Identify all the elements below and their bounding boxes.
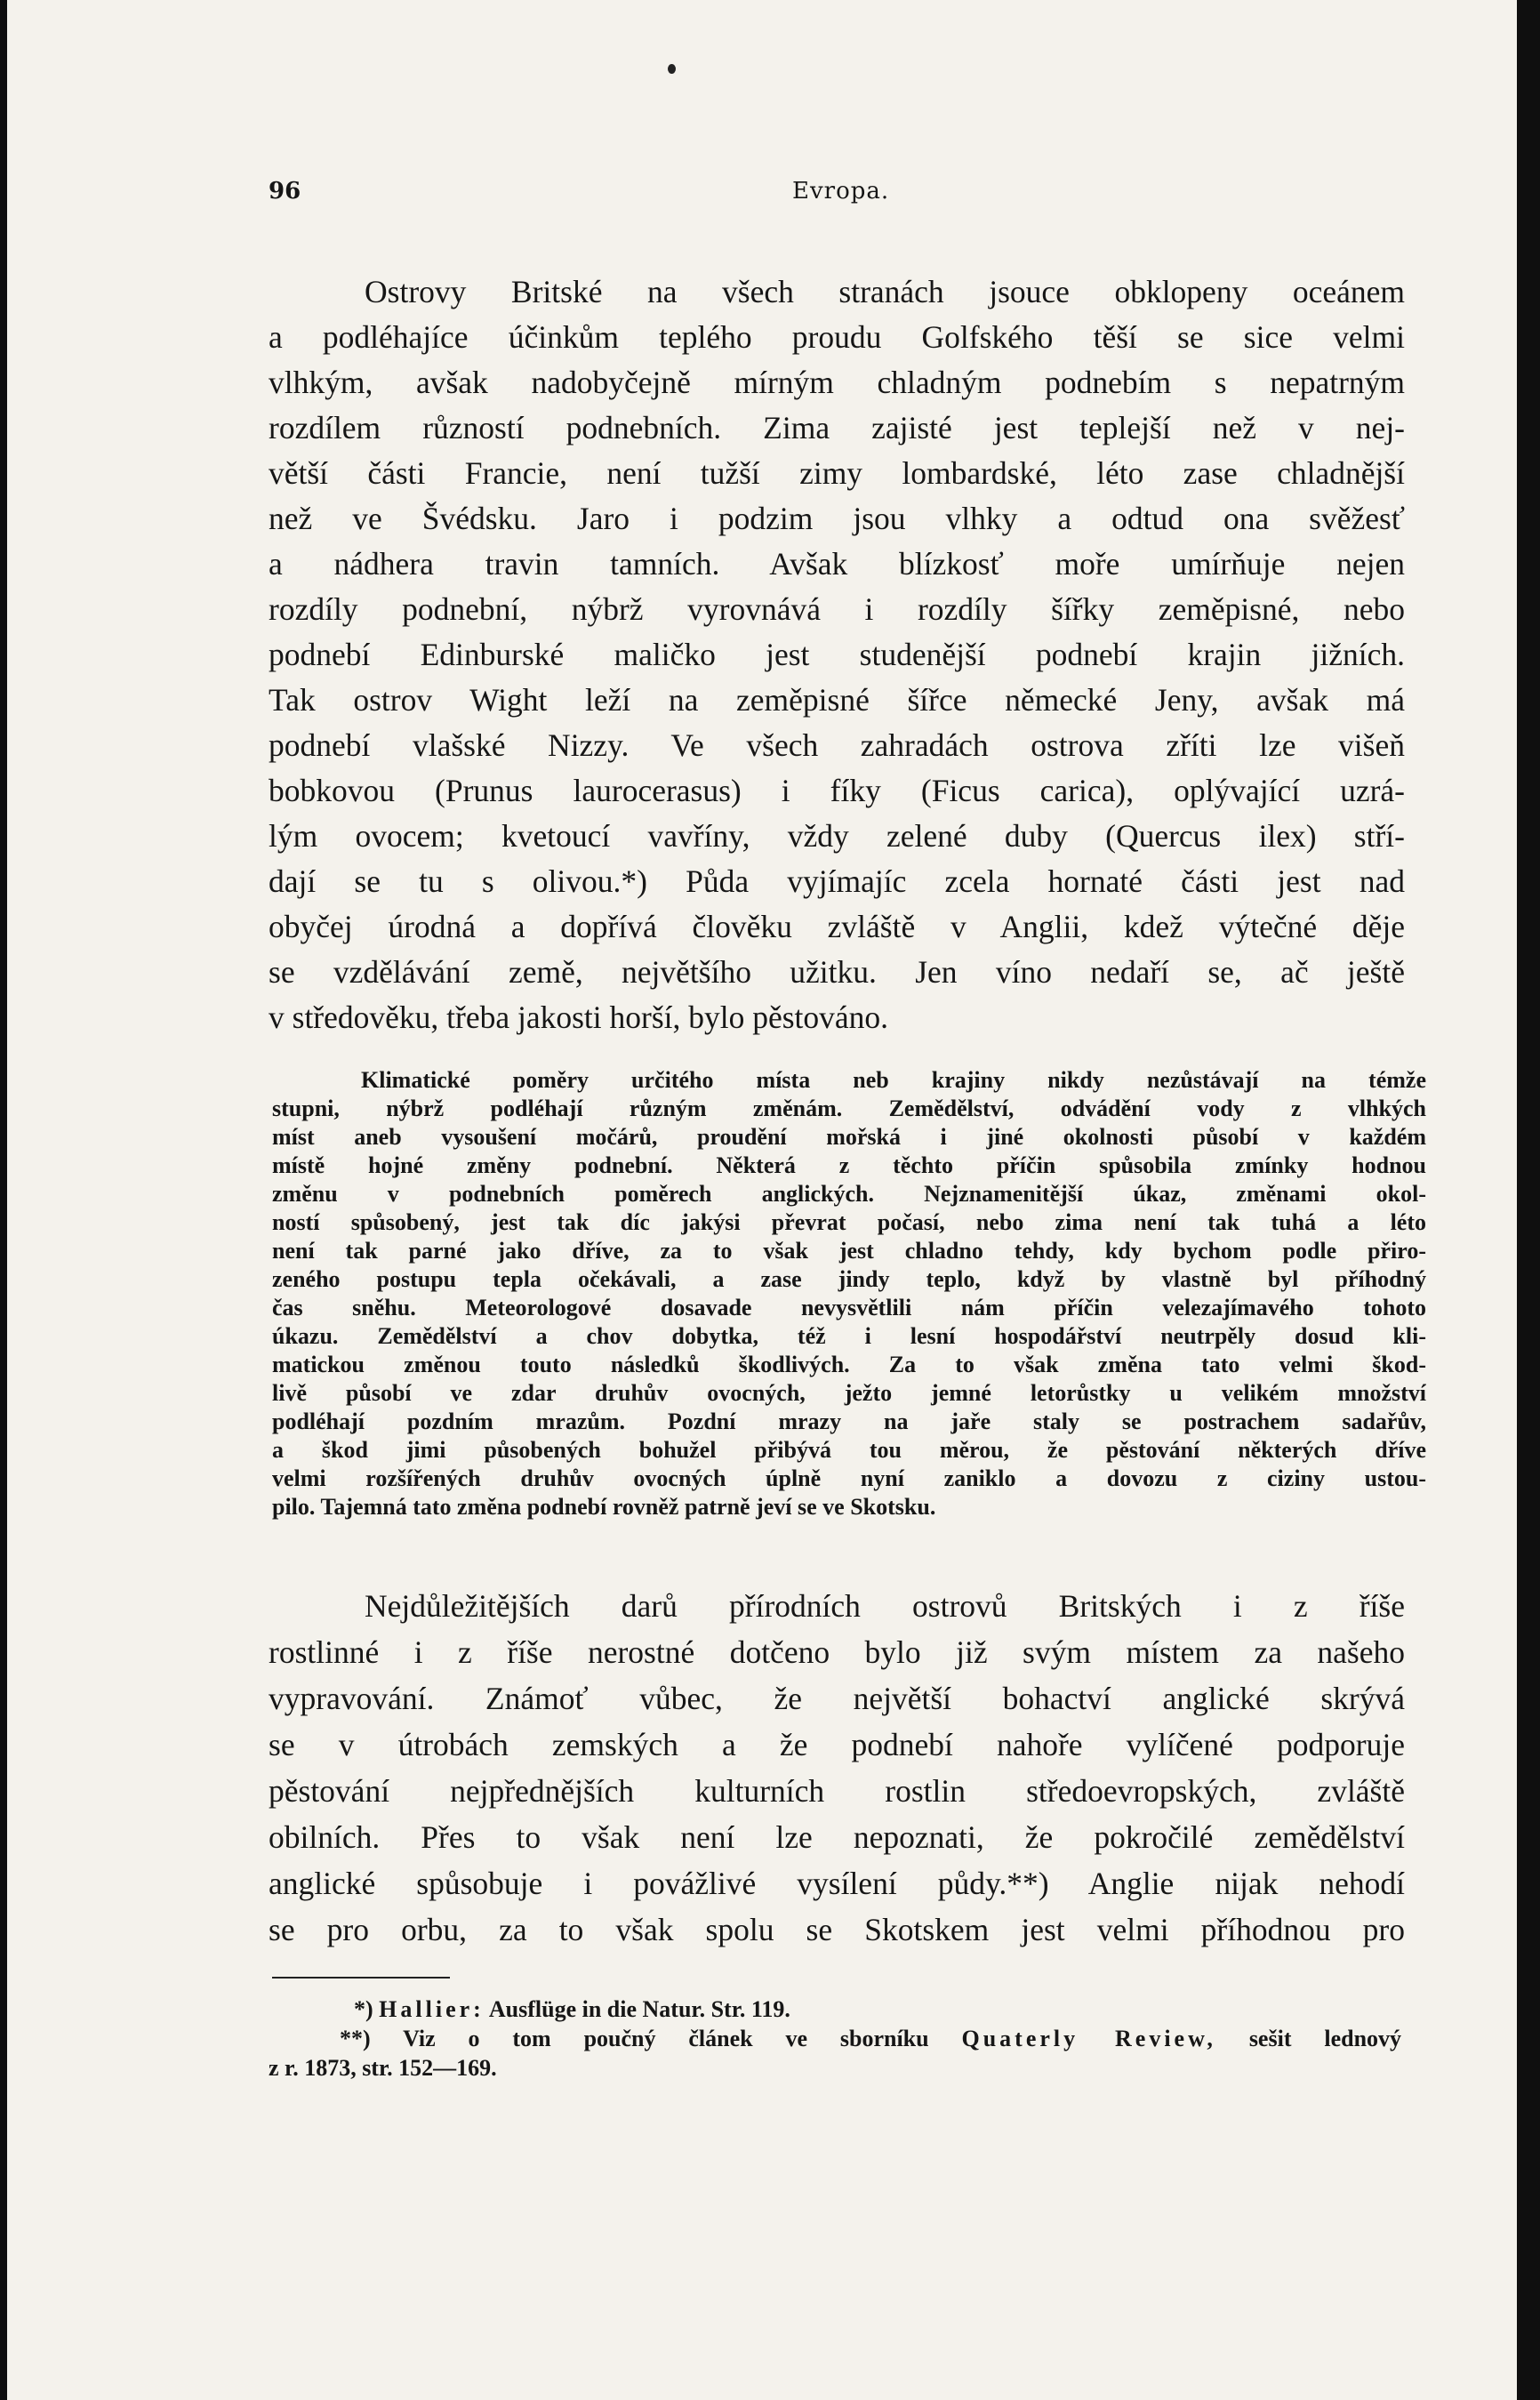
book-page [7,0,1517,2400]
note-line: pilo. Tajemná tato změna podnebí rovněž patrně jeví se ve Skotsku. [272,1494,936,1520]
text-line: se vzdělávání země, největšího užitku. Jen víno nedaří se, ač ještě [269,954,1405,990]
note-line: úkazu. Zemědělství a chov dobytka, též i lesní hospodářství neutrpěly dosud kli- [272,1323,1426,1349]
running-head: Evropa. [792,178,890,205]
text-line: rozdíly podnební, nýbrž vyrovnává i rozdíly šířky zeměpisné, nebo [269,591,1405,627]
text-line: Tak ostrov Wight leží na zeměpisné šířce německé Jeny, avšak má [269,682,1405,718]
text-line: podnebí vlašské Nizzy. Ve všech zahradách ostrova zříti lze višeň [269,727,1405,763]
text-line: dají se tu s olivou.*) Půda vyjímajíc zcela hornaté části jest nad [269,863,1405,899]
text-line: obilních. Přes to však není lze nepoznati, že pokročilé zemědělství [269,1819,1405,1855]
text-line: Nejdůležitějších darů přírodních ostrovů Britských i z říše [365,1588,1405,1624]
note-line: livě působí ve zdar druhův ovocných, ježto jemné letorůstky u velikém množství [272,1380,1426,1406]
note-line: stupni, nýbrž podléhají různým změnám. Zemědělství, odvádění vody z vlhkých [272,1096,1426,1121]
footnote-mark: *) [354,1996,373,2022]
footnote-mark: **) [340,2026,371,2051]
footnote-text: Ausflüge in die Natur. Str. 119. [488,1996,790,2022]
text-line: větší části Francie, není tužší zimy lombardské, léto zase chladnější [269,455,1405,491]
footnote-rule [272,1977,450,1979]
note-line: není tak parné jako dříve, za to však jest chladno tehdy, kdy bychom podle přiro- [272,1238,1426,1264]
text-line: se v útrobách zemských a že podnebí nahoře vylíčené podporuje [269,1727,1405,1762]
footnote-text: sešit lednový [1248,2026,1402,2051]
footnote-author: Hallier: [379,1996,485,2022]
note-line: Klimatické poměry určitého místa neb krajiny nikdy nezůstávají na témže [361,1067,1426,1093]
note-line: zeného postupu tepla očekávali, a zase jindy teplo, když by vlastně byl příhodný [272,1266,1426,1292]
text-line: rozdílem růzností podnebních. Zima zajisté jest teplejší než v nej- [269,410,1405,445]
footnote-text: Viz o tom poučný článek ve sborníku [403,2026,929,2051]
text-line: obyčej úrodná a dopřívá člověku zvláště v Anglii, kdež výtečné děje [269,909,1405,944]
text-line: Ostrovy Britské na všech stranách jsouce obklopeny oceánem [365,274,1405,309]
text-line: anglické spůsobuje i povážlivé vysílení půdy.**) Anglie nijak nehodí [269,1866,1405,1901]
note-line: místě hojné změny podnební. Některá z těchto příčin spůsobila zmínky hodnou [272,1152,1426,1178]
text-line: bobkovou (Prunus laurocerasus) i fíky (Ficus carica), oplývající uzrá- [269,773,1405,808]
page-header [269,178,1433,213]
text-line: vypravování. Známoť vůbec, že největší bohactví anglické skrývá [269,1681,1405,1716]
note-line: matickou změnou touto následků škodlivých. Za to však změna tato velmi škod- [272,1352,1426,1377]
text-line: než ve Švédsku. Jaro i podzim jsou vlhky a odtud ona svěžesť [269,501,1405,536]
ink-speck [668,64,676,74]
note-line: míst aneb vysoušení močárů, proudění mořská i jiné okolnosti působí v každém [272,1124,1426,1150]
text-line: lým ovocem; kvetoucí vavříny, vždy zelené duby (Quercus ilex) stří- [269,818,1405,854]
text-line: se pro orbu, za to však spolu se Skotskem jest velmi příhodnou pro [269,1912,1405,1947]
text-line: a podléhajíce účinkům teplého proudu Golfského těší se sice velmi [269,319,1405,355]
note-line: podléhají pozdním mrazům. Pozdní mrazy na jaře staly se postrachem sadařův, [272,1409,1426,1434]
note-line: změnu v podnebních poměrech anglických. Nejznamenitější úkaz, změnami okol- [272,1181,1426,1207]
text-line: v středověku, třeba jakosti horší, bylo pěstováno. [269,999,889,1035]
note-line: a škod jimi působených bohužel přibývá tou měrou, že pěstování některých dříve [272,1437,1426,1463]
page-number: 96 [269,178,301,205]
note-line: velmi rozšířených druhův ovocných úplně nyní zaniklo a dovozu z ciziny ustou- [272,1465,1426,1491]
note-line: ností spůsobený, jest tak díc jakýsi převrat počasí, nebo zima není tak tuhá a léto [272,1209,1426,1235]
text-line: a nádhera travin tamních. Avšak blízkosť moře umírňuje nejen [269,546,1405,582]
note-line: čas sněhu. Meteorologové dosavade nevysvětlili nám příčin velezajímavého tohoto [272,1295,1426,1320]
text-line: podnebí Edinburské maličko jest studenější podnebí krajin jižních. [269,637,1405,672]
text-line: rostlinné i z říše nerostné dotčeno bylo již svým místem za našeho [269,1634,1405,1670]
footnote-2-continuation: z r. 1873, str. 152—169. [269,2055,497,2081]
text-line: pěstování nejpřednějších kulturních rostlin středoevropských, zvláště [269,1773,1405,1809]
text-line: vlhkým, avšak nadobyčejně mírným chladným podnebím s nepatrným [269,365,1405,400]
footnote-2 [340,2026,1401,2052]
footnote-journal: Quaterly Review, [961,2026,1216,2051]
footnote-1 [354,1996,790,2023]
